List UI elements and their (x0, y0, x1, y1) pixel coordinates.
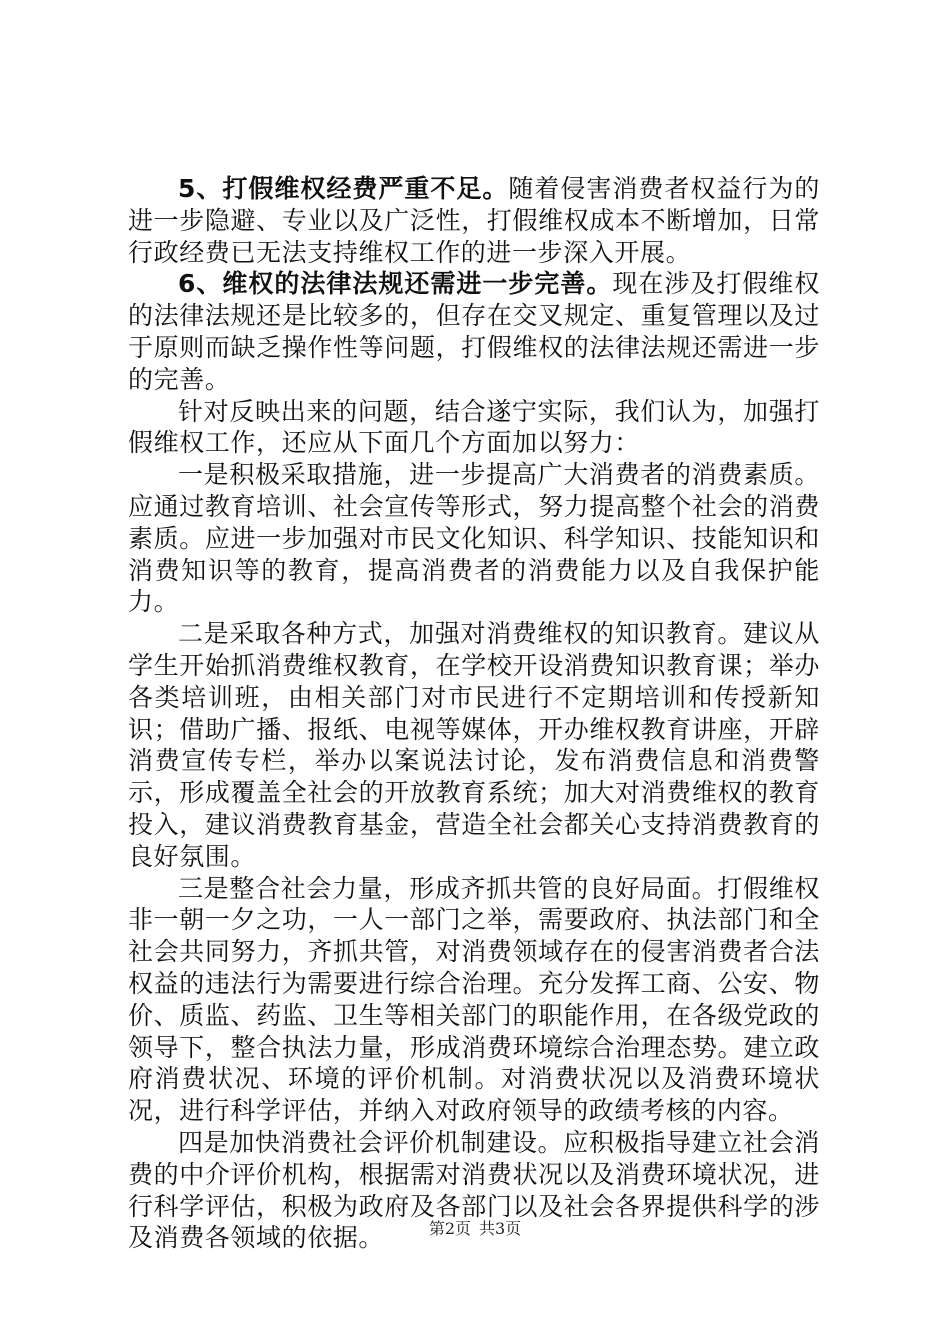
document-body (128, 173, 820, 1254)
paragraph-text: 二是采取各种方式，加强对消费维权的知识教育。建议从学生开始抓消费维权教育，在学校开设消费知识教育课；举办各类培训班，由相关部门对市民进行不定期培训和传授新知识；借助广播、报纸、电视等媒体，开办维权教育讲座，开辟消费宣传专栏，举办以案说法讨论，发布消费信息和消费警示，形成覆盖全社会的开放教育系统；加大对消费维权的教育投入，建议消费教育基金，营造全社会都关心支持消费教育的良好氛围。 (128, 619, 820, 871)
page-footer (0, 1216, 950, 1239)
paragraph-heading: 6、维权的法律法规还需进一步完善。 (178, 269, 613, 299)
paragraph-intro (128, 396, 820, 460)
paragraph-text: 四是加快消费社会评价机制建设。应积极指导建立社会消费的中介评价机构，根据需对消费状况以及消费环境状况，进行科学评估，积极为政府及各部门以及社会各界提供科学的涉及消费各领域的依据。 (128, 1127, 820, 1253)
paragraph-text: 针对反映出来的问题，结合遂宁实际，我们认为，加强打假维权工作，还应从下面几个方面加以努力： (128, 396, 820, 458)
page-total: 共3页 (479, 1219, 522, 1238)
paragraph-laws (128, 268, 820, 395)
paragraph-text: 随着侵害消费者权益行为的进一步隐避、专业以及广泛性，打假维权成本不断增加，日常行政经费已无法支持维权工作的进一步深入开展。 (128, 174, 821, 267)
page-number: 第2页 (428, 1219, 471, 1238)
paragraph-text: 三是整合社会力量，形成齐抓共管的良好局面。打假维权非一朝一夕之功，一人一部门之举，需要政府、执法部门和全社会共同努力，齐抓共管，对消费领域存在的侵害消费者合法权益的违法行为需要进行综合治理。充分发挥工商、公安、物价、质监、药监、卫生等相关部门的职能作用，在各级党政的领导下，整合执法力量，形成消费环境综合治理态势。建立政府消费状况、环境的评价机制。对消费状况以及消费环境状况，进行科学评估，并纳入对政府领导的政绩考核的内容。 (128, 873, 820, 1126)
paragraph-funding (128, 173, 820, 268)
paragraph-heading: 5、打假维权经费严重不足。 (178, 174, 509, 203)
paragraph-text: 现在涉及打假维权的法律法规还是比较多的，但存在交叉规定、重复管理以及过于原则而缺乏操作性等问题，打假维权的法律法规还需进一步的完善。 (128, 269, 820, 394)
paragraph-point-three (128, 873, 820, 1127)
paragraph-point-one (128, 459, 820, 618)
paragraph-point-two (128, 618, 820, 872)
paragraph-text: 一是积极采取措施，进一步提高广大消费者的消费素质。应通过教育培训、社会宣传等形式，努力提高整个社会的消费素质。应进一步加强对市民文化知识、科学知识、技能知识和消费知识等的教育，提高消费者的消费能力以及自我保护能力。 (128, 460, 820, 617)
